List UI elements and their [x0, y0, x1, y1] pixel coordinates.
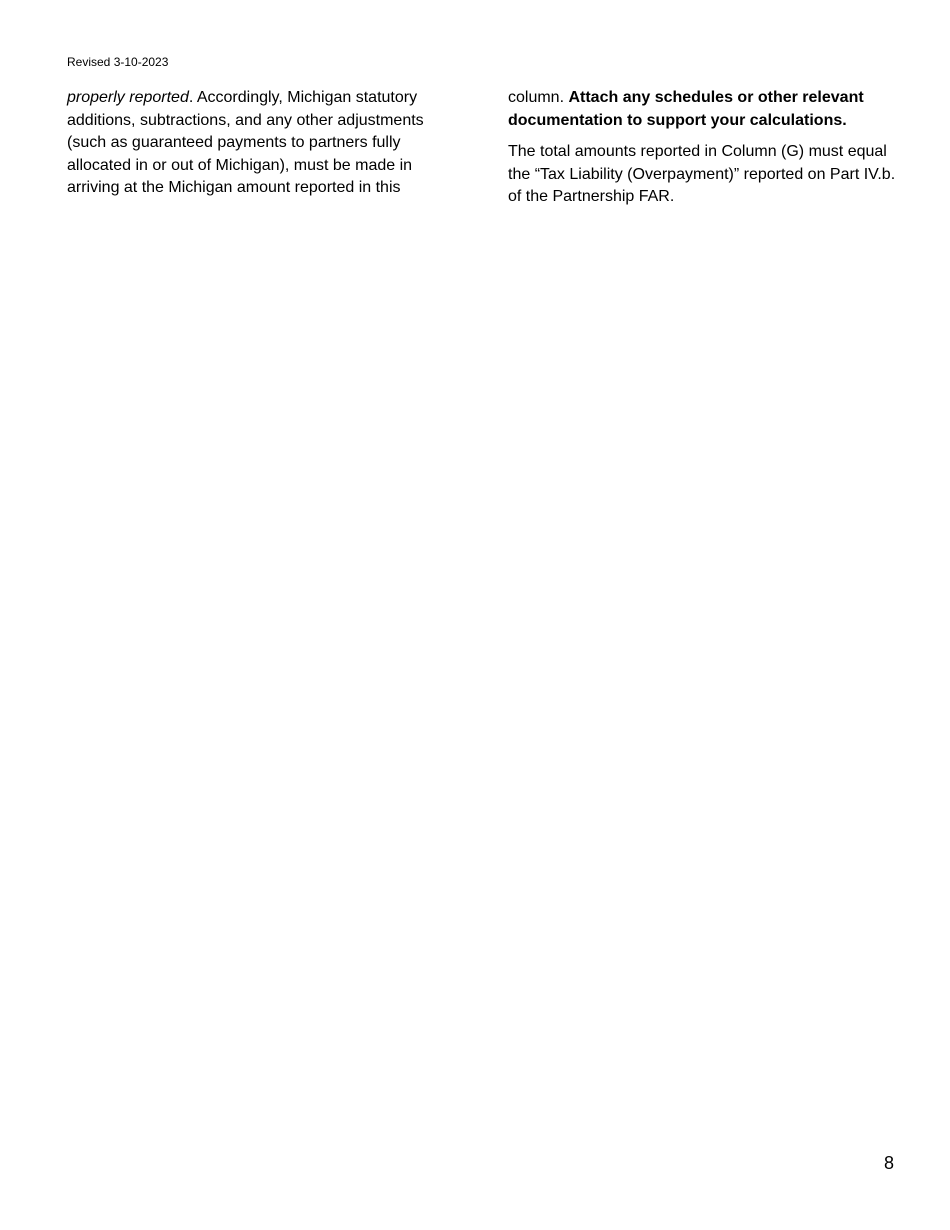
- right-paragraph-2: The total amounts reported in Column (G) must equal the “Tax Liability (Overpayment)” reported on Part IV.b. of the Partnership FAR.: [508, 143, 896, 205]
- page-number: 8: [883, 1153, 894, 1173]
- left-paragraph: [67, 87, 457, 200]
- attach-instruction: Attach any schedules or other relevant documentation to support your calculations.: [508, 89, 864, 129]
- right-paragraph-lead: column.: [508, 89, 569, 106]
- italic-lead: properly reported: [67, 89, 189, 106]
- revision-date: Revised 3-10-2023: [67, 55, 169, 69]
- left-column: [67, 87, 457, 200]
- left-paragraph-text: . Accordingly, Michigan statutory additions, subtractions, and any other adjustments (such as guaranteed payments to partners fully allocated in or out of Michigan), must be made in arriving at the Michigan amount reported in this: [67, 89, 424, 196]
- right-paragraph-1: [508, 87, 900, 132]
- right-column: [508, 87, 900, 209]
